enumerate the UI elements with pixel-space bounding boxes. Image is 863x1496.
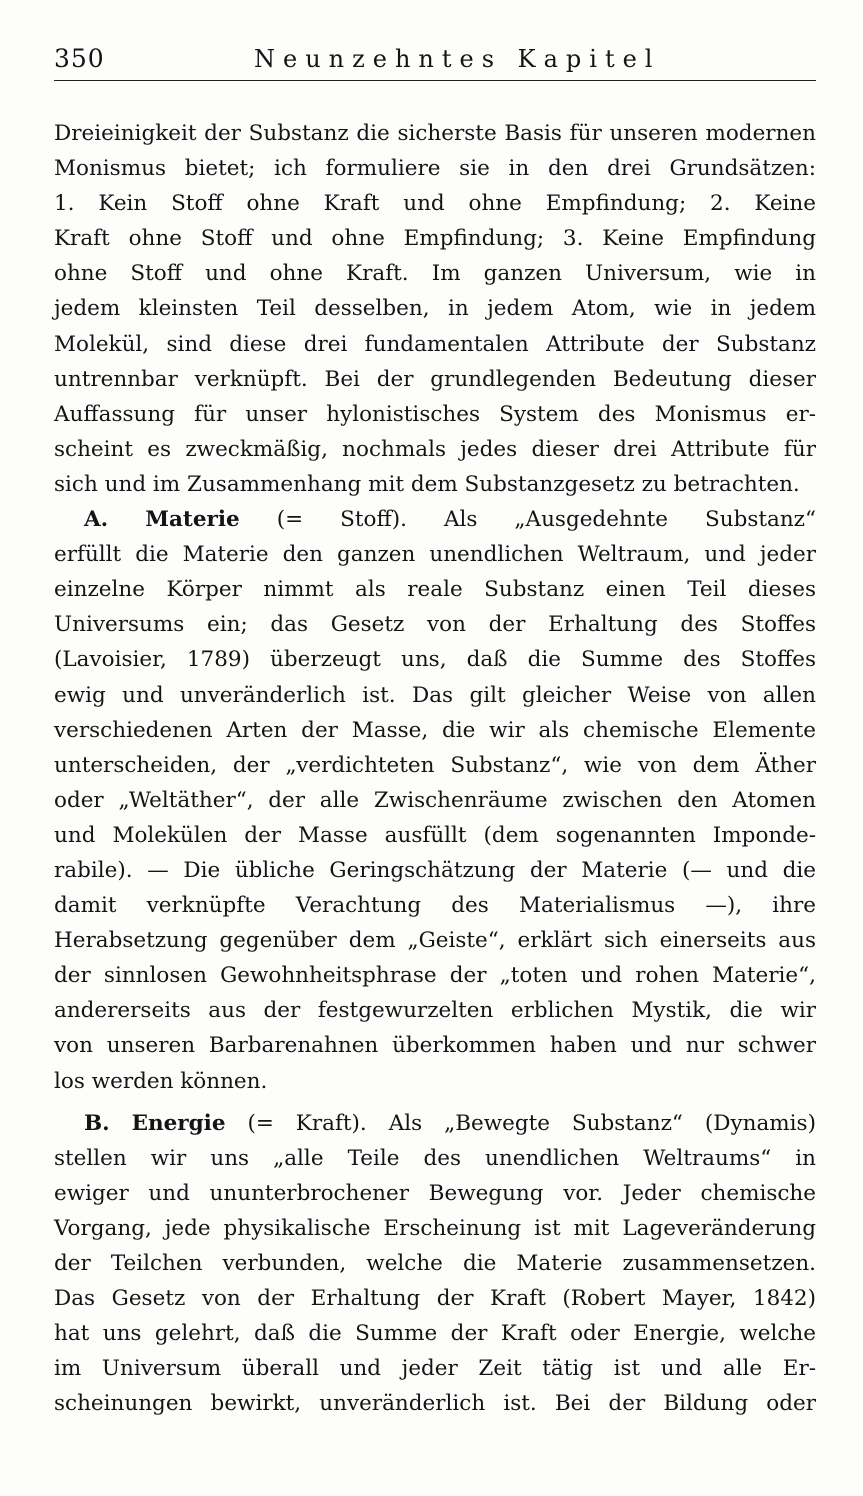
text-line: Molekül, sind diese drei fundamentalen Attribute der Substanz xyxy=(54,331,816,357)
section-b-first-line-text: (= Kraft). Als „Bewegte Substanz“ (Dynamis) xyxy=(247,1110,816,1136)
text-line: einzelne Körper nimmt als reale Substanz einen Teil dieses xyxy=(54,577,816,603)
text-line: stellen wir uns „alle Teile des unendlichen Weltraums“ in xyxy=(54,1145,816,1171)
section-a-marker: A. xyxy=(84,507,109,533)
text-line: Das Gesetz von der Erhaltung der Kraft (Robert Mayer, 1842) xyxy=(54,1286,816,1312)
book-page xyxy=(54,44,816,1417)
section-b-energie xyxy=(54,1106,816,1422)
text-line: los werden können. xyxy=(54,1068,268,1094)
text-line: hat uns gelehrt, daß die Summe der Kraft oder Energie, welche xyxy=(54,1321,816,1347)
text-line: scheinungen bewirkt, unveränderlich ist. Bei der Bildung oder xyxy=(54,1391,816,1417)
header-rule xyxy=(54,80,816,81)
text-line: Herabsetzung gegenüber dem „Geiste“, erklärt sich einerseits aus xyxy=(54,928,816,954)
page-number: 350 xyxy=(54,44,105,73)
text-line: Dreieinigkeit der Substanz die sicherste Basis für unseren modernen xyxy=(54,121,816,146)
text-line: der Teilchen verbunden, welche die Materie zusammensetzen. xyxy=(54,1251,816,1276)
section-b-first-line xyxy=(54,1106,816,1141)
section-a-first-line-text: (= Stoff). Als „Ausgedehnte Substanz“ xyxy=(276,507,816,533)
section-a-heading: Materie xyxy=(145,507,240,533)
text-line: damit verknüpfte Verachtung des Materialismus —), ihre xyxy=(54,893,816,919)
text-line: Monismus bietet; ich formuliere sie in den drei Grundsätzen: xyxy=(54,156,816,182)
intro-paragraph xyxy=(54,116,816,502)
running-title: Neunzehntes Kapitel xyxy=(254,45,661,73)
text-line: (Lavoisier, 1789) überzeugt uns, daß die Summe des Stoffes xyxy=(54,647,816,673)
text-line: Vorgang, jede physikalische Erscheinung ist mit Lageveränderung xyxy=(54,1215,816,1241)
text-line: andererseits aus der festgewurzelten erblichen Mystik, die wir xyxy=(54,998,816,1024)
text-line: ewig und unveränderlich ist. Das gilt gleicher Weise von allen xyxy=(54,682,816,708)
text-line: 1. Kein Stoff ohne Kraft und ohne Empfindung; 2. Keine xyxy=(54,191,816,217)
text-line: ewiger und ununterbrochener Bewegung vor. Jeder chemische xyxy=(54,1180,816,1206)
section-b-marker: B. xyxy=(84,1110,110,1136)
text-line: ohne Stoff und ohne Kraft. Im ganzen Universum, wie in xyxy=(54,261,816,287)
text-line: sich und im Zusammenhang mit dem Substanzgesetz zu betrachten. xyxy=(54,471,800,497)
text-line: Kraft ohne Stoff und ohne Empfindung; 3. Keine Empfindung xyxy=(54,226,816,252)
text-line: erfüllt die Materie den ganzen unendlichen Weltraum, und jeder xyxy=(54,542,816,568)
text-line: untrennbar verknüpft. Bei der grundlegenden Bedeutung dieser xyxy=(54,366,816,392)
text-line: Auffassung für unser hylonistisches System des Monismus er- xyxy=(54,401,816,427)
page-header xyxy=(54,44,816,78)
text-line: der sinnlosen Gewohnheitsphrase der „toten und rohen Materie“, xyxy=(54,963,816,989)
page-body xyxy=(54,116,816,1421)
section-b-heading: Energie xyxy=(131,1110,226,1136)
text-line: verschiedenen Arten der Masse, die wir als chemische Elemente xyxy=(54,717,816,743)
section-a-materie xyxy=(54,502,816,1099)
text-line: im Universum überall und jeder Zeit tätig ist und alle Er- xyxy=(54,1356,816,1382)
text-line: scheint es zweckmäßig, nochmals jedes dieser drei Attribute für xyxy=(54,436,816,462)
text-line: oder „Weltäther“, der alle Zwischenräume zwischen den Atomen xyxy=(54,787,816,813)
text-line: und Molekülen der Masse ausfüllt (dem sogenannten Imponde- xyxy=(54,822,816,848)
text-line: Universums ein; das Gesetz von der Erhaltung des Stoffes xyxy=(54,612,816,638)
section-a-first-line xyxy=(54,502,816,537)
text-line: rabile). — Die übliche Geringschätzung der Materie (— und die xyxy=(54,857,816,883)
text-line: unterscheiden, der „verdichteten Substanz“, wie von dem Äther xyxy=(54,752,816,778)
text-line: jedem kleinsten Teil desselben, in jedem Atom, wie in jedem xyxy=(54,296,816,322)
text-line: von unseren Barbarenahnen überkommen haben und nur schwer xyxy=(54,1033,816,1059)
